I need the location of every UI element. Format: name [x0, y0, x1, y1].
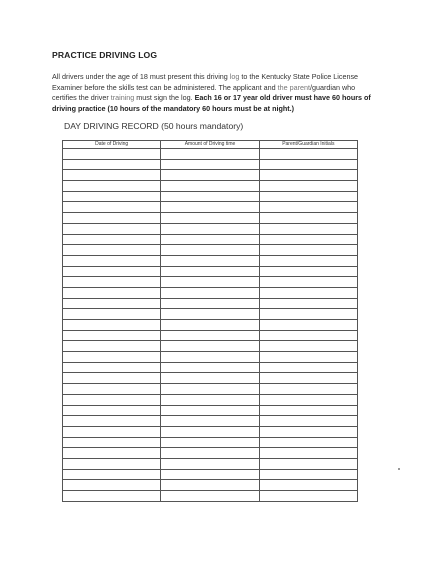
date-cell[interactable]: [63, 309, 161, 320]
time-cell[interactable]: [161, 223, 259, 234]
table-row: [63, 170, 358, 181]
date-cell[interactable]: [63, 469, 161, 480]
table-row: [63, 469, 358, 480]
table-row: [63, 181, 358, 192]
table-row: [63, 352, 358, 363]
date-cell[interactable]: [63, 491, 161, 502]
initials-cell[interactable]: [259, 448, 357, 459]
initials-cell[interactable]: [259, 320, 357, 331]
initials-cell[interactable]: [259, 352, 357, 363]
table-row: [63, 480, 358, 491]
time-cell[interactable]: [161, 234, 259, 245]
table-row: [63, 245, 358, 256]
initials-cell[interactable]: [259, 255, 357, 266]
date-cell[interactable]: [63, 320, 161, 331]
initials-cell[interactable]: [259, 298, 357, 309]
driving-log-table: [62, 140, 358, 502]
initials-cell[interactable]: [259, 234, 357, 245]
table-row: [63, 491, 358, 502]
time-cell[interactable]: [161, 149, 259, 160]
time-cell[interactable]: [161, 480, 259, 491]
date-cell[interactable]: [63, 416, 161, 427]
date-cell[interactable]: [63, 384, 161, 395]
time-cell[interactable]: [161, 469, 259, 480]
table-row: [63, 341, 358, 352]
table-row: [63, 330, 358, 341]
table-row: [63, 223, 358, 234]
column-header-date: Date of Driving: [63, 141, 161, 149]
table-row: [63, 266, 358, 277]
table-row: [63, 384, 358, 395]
table-row: [63, 362, 358, 373]
initials-cell[interactable]: [259, 437, 357, 448]
table-row: [63, 373, 358, 384]
time-cell[interactable]: [161, 213, 259, 224]
table-row: [63, 405, 358, 416]
table-row: [63, 287, 358, 298]
initials-cell[interactable]: [259, 373, 357, 384]
date-cell[interactable]: [63, 330, 161, 341]
intro-text-1: All drivers under the age of 18 must present this driving: [52, 72, 230, 81]
date-cell[interactable]: [63, 170, 161, 181]
date-cell[interactable]: [63, 191, 161, 202]
date-cell[interactable]: [63, 437, 161, 448]
time-cell[interactable]: [161, 309, 259, 320]
time-cell[interactable]: [161, 426, 259, 437]
date-cell[interactable]: [63, 255, 161, 266]
date-cell[interactable]: [63, 352, 161, 363]
initials-cell[interactable]: [259, 341, 357, 352]
time-cell[interactable]: [161, 245, 259, 256]
initials-cell[interactable]: [259, 149, 357, 160]
initials-cell[interactable]: [259, 159, 357, 170]
initials-cell[interactable]: [259, 458, 357, 469]
time-cell[interactable]: [161, 277, 259, 288]
initials-cell[interactable]: [259, 287, 357, 298]
time-cell[interactable]: [161, 416, 259, 427]
date-cell[interactable]: [63, 394, 161, 405]
table-row: [63, 159, 358, 170]
initials-cell[interactable]: [259, 491, 357, 502]
date-cell[interactable]: [63, 287, 161, 298]
date-cell[interactable]: [63, 448, 161, 459]
table-header-row: [63, 141, 358, 149]
initials-cell[interactable]: [259, 416, 357, 427]
time-cell[interactable]: [161, 394, 259, 405]
time-cell[interactable]: [161, 287, 259, 298]
date-cell[interactable]: [63, 405, 161, 416]
initials-cell[interactable]: [259, 266, 357, 277]
table-row: [63, 426, 358, 437]
initials-cell[interactable]: [259, 277, 357, 288]
time-cell[interactable]: [161, 330, 259, 341]
time-cell[interactable]: [161, 491, 259, 502]
time-cell[interactable]: [161, 266, 259, 277]
table-row: [63, 394, 358, 405]
date-cell[interactable]: [63, 223, 161, 234]
initials-cell[interactable]: [259, 213, 357, 224]
time-cell[interactable]: [161, 298, 259, 309]
table-row: [63, 191, 358, 202]
section-title: DAY DRIVING RECORD (50 hours mandatory): [64, 121, 244, 131]
date-cell[interactable]: [63, 245, 161, 256]
time-cell[interactable]: [161, 373, 259, 384]
initials-cell[interactable]: [259, 309, 357, 320]
date-cell[interactable]: [63, 373, 161, 384]
initials-cell[interactable]: [259, 330, 357, 341]
initials-cell[interactable]: [259, 405, 357, 416]
time-cell[interactable]: [161, 362, 259, 373]
intro-text-2: to the Kentucky State Police License Examiner before the skills test can be administered. The applicant and: [52, 72, 359, 92]
date-cell[interactable]: [63, 266, 161, 277]
initials-cell[interactable]: [259, 191, 357, 202]
date-cell[interactable]: [63, 234, 161, 245]
date-cell[interactable]: [63, 213, 161, 224]
date-cell[interactable]: [63, 341, 161, 352]
initials-cell[interactable]: [259, 394, 357, 405]
initials-cell[interactable]: [259, 362, 357, 373]
time-cell[interactable]: [161, 341, 259, 352]
time-cell[interactable]: [161, 384, 259, 395]
page-title: PRACTICE DRIVING LOG: [52, 50, 158, 60]
initials-cell[interactable]: [259, 480, 357, 491]
table-row: [63, 234, 358, 245]
time-cell[interactable]: [161, 159, 259, 170]
initials-cell[interactable]: [259, 469, 357, 480]
table-row: [63, 202, 358, 213]
time-cell[interactable]: [161, 352, 259, 363]
date-cell[interactable]: [63, 277, 161, 288]
initials-cell[interactable]: [259, 245, 357, 256]
log-link[interactable]: log: [229, 72, 240, 81]
time-cell[interactable]: [161, 437, 259, 448]
column-header-time: Amount of Driving time: [161, 141, 259, 149]
time-cell[interactable]: [161, 320, 259, 331]
initials-cell[interactable]: [259, 170, 357, 181]
training-link[interactable]: training: [110, 93, 135, 103]
table-row: [63, 309, 358, 320]
table-row: [63, 298, 358, 309]
initials-cell[interactable]: [259, 384, 357, 395]
table-row: [63, 277, 358, 288]
intro-text-3: /guardian who certifies the driver: [52, 82, 356, 103]
page-mark: [398, 468, 400, 470]
date-cell[interactable]: [63, 362, 161, 373]
date-cell[interactable]: [63, 202, 161, 213]
table-row: [63, 448, 358, 459]
intro-requirement: Each 16 or 17 year old driver must have 60 hours of driving practice (10 hours of the mandatory 60 hours must be at night.): [52, 93, 371, 114]
table-row: [63, 437, 358, 448]
table-row: [63, 416, 358, 427]
intro-text-4: must sign the log.: [134, 93, 195, 103]
initials-cell[interactable]: [259, 223, 357, 234]
intro-paragraph: [52, 72, 372, 115]
time-cell[interactable]: [161, 181, 259, 192]
date-cell[interactable]: [63, 159, 161, 170]
date-cell[interactable]: [63, 458, 161, 469]
time-cell[interactable]: [161, 202, 259, 213]
time-cell[interactable]: [161, 448, 259, 459]
parent-link[interactable]: the parent: [277, 82, 310, 92]
time-cell[interactable]: [161, 405, 259, 416]
time-cell[interactable]: [161, 255, 259, 266]
table-row: [63, 320, 358, 331]
table-row: [63, 213, 358, 224]
time-cell[interactable]: [161, 458, 259, 469]
table-row: [63, 458, 358, 469]
date-cell[interactable]: [63, 426, 161, 437]
initials-cell[interactable]: [259, 181, 357, 192]
initials-cell[interactable]: [259, 202, 357, 213]
date-cell[interactable]: [63, 298, 161, 309]
time-cell[interactable]: [161, 170, 259, 181]
date-cell[interactable]: [63, 181, 161, 192]
table-body: [63, 149, 358, 502]
column-header-initials: Parent/Guardian Initials: [259, 141, 357, 149]
time-cell[interactable]: [161, 191, 259, 202]
table-row: [63, 255, 358, 266]
date-cell[interactable]: [63, 149, 161, 160]
table-row: [63, 149, 358, 160]
date-cell[interactable]: [63, 480, 161, 491]
initials-cell[interactable]: [259, 426, 357, 437]
